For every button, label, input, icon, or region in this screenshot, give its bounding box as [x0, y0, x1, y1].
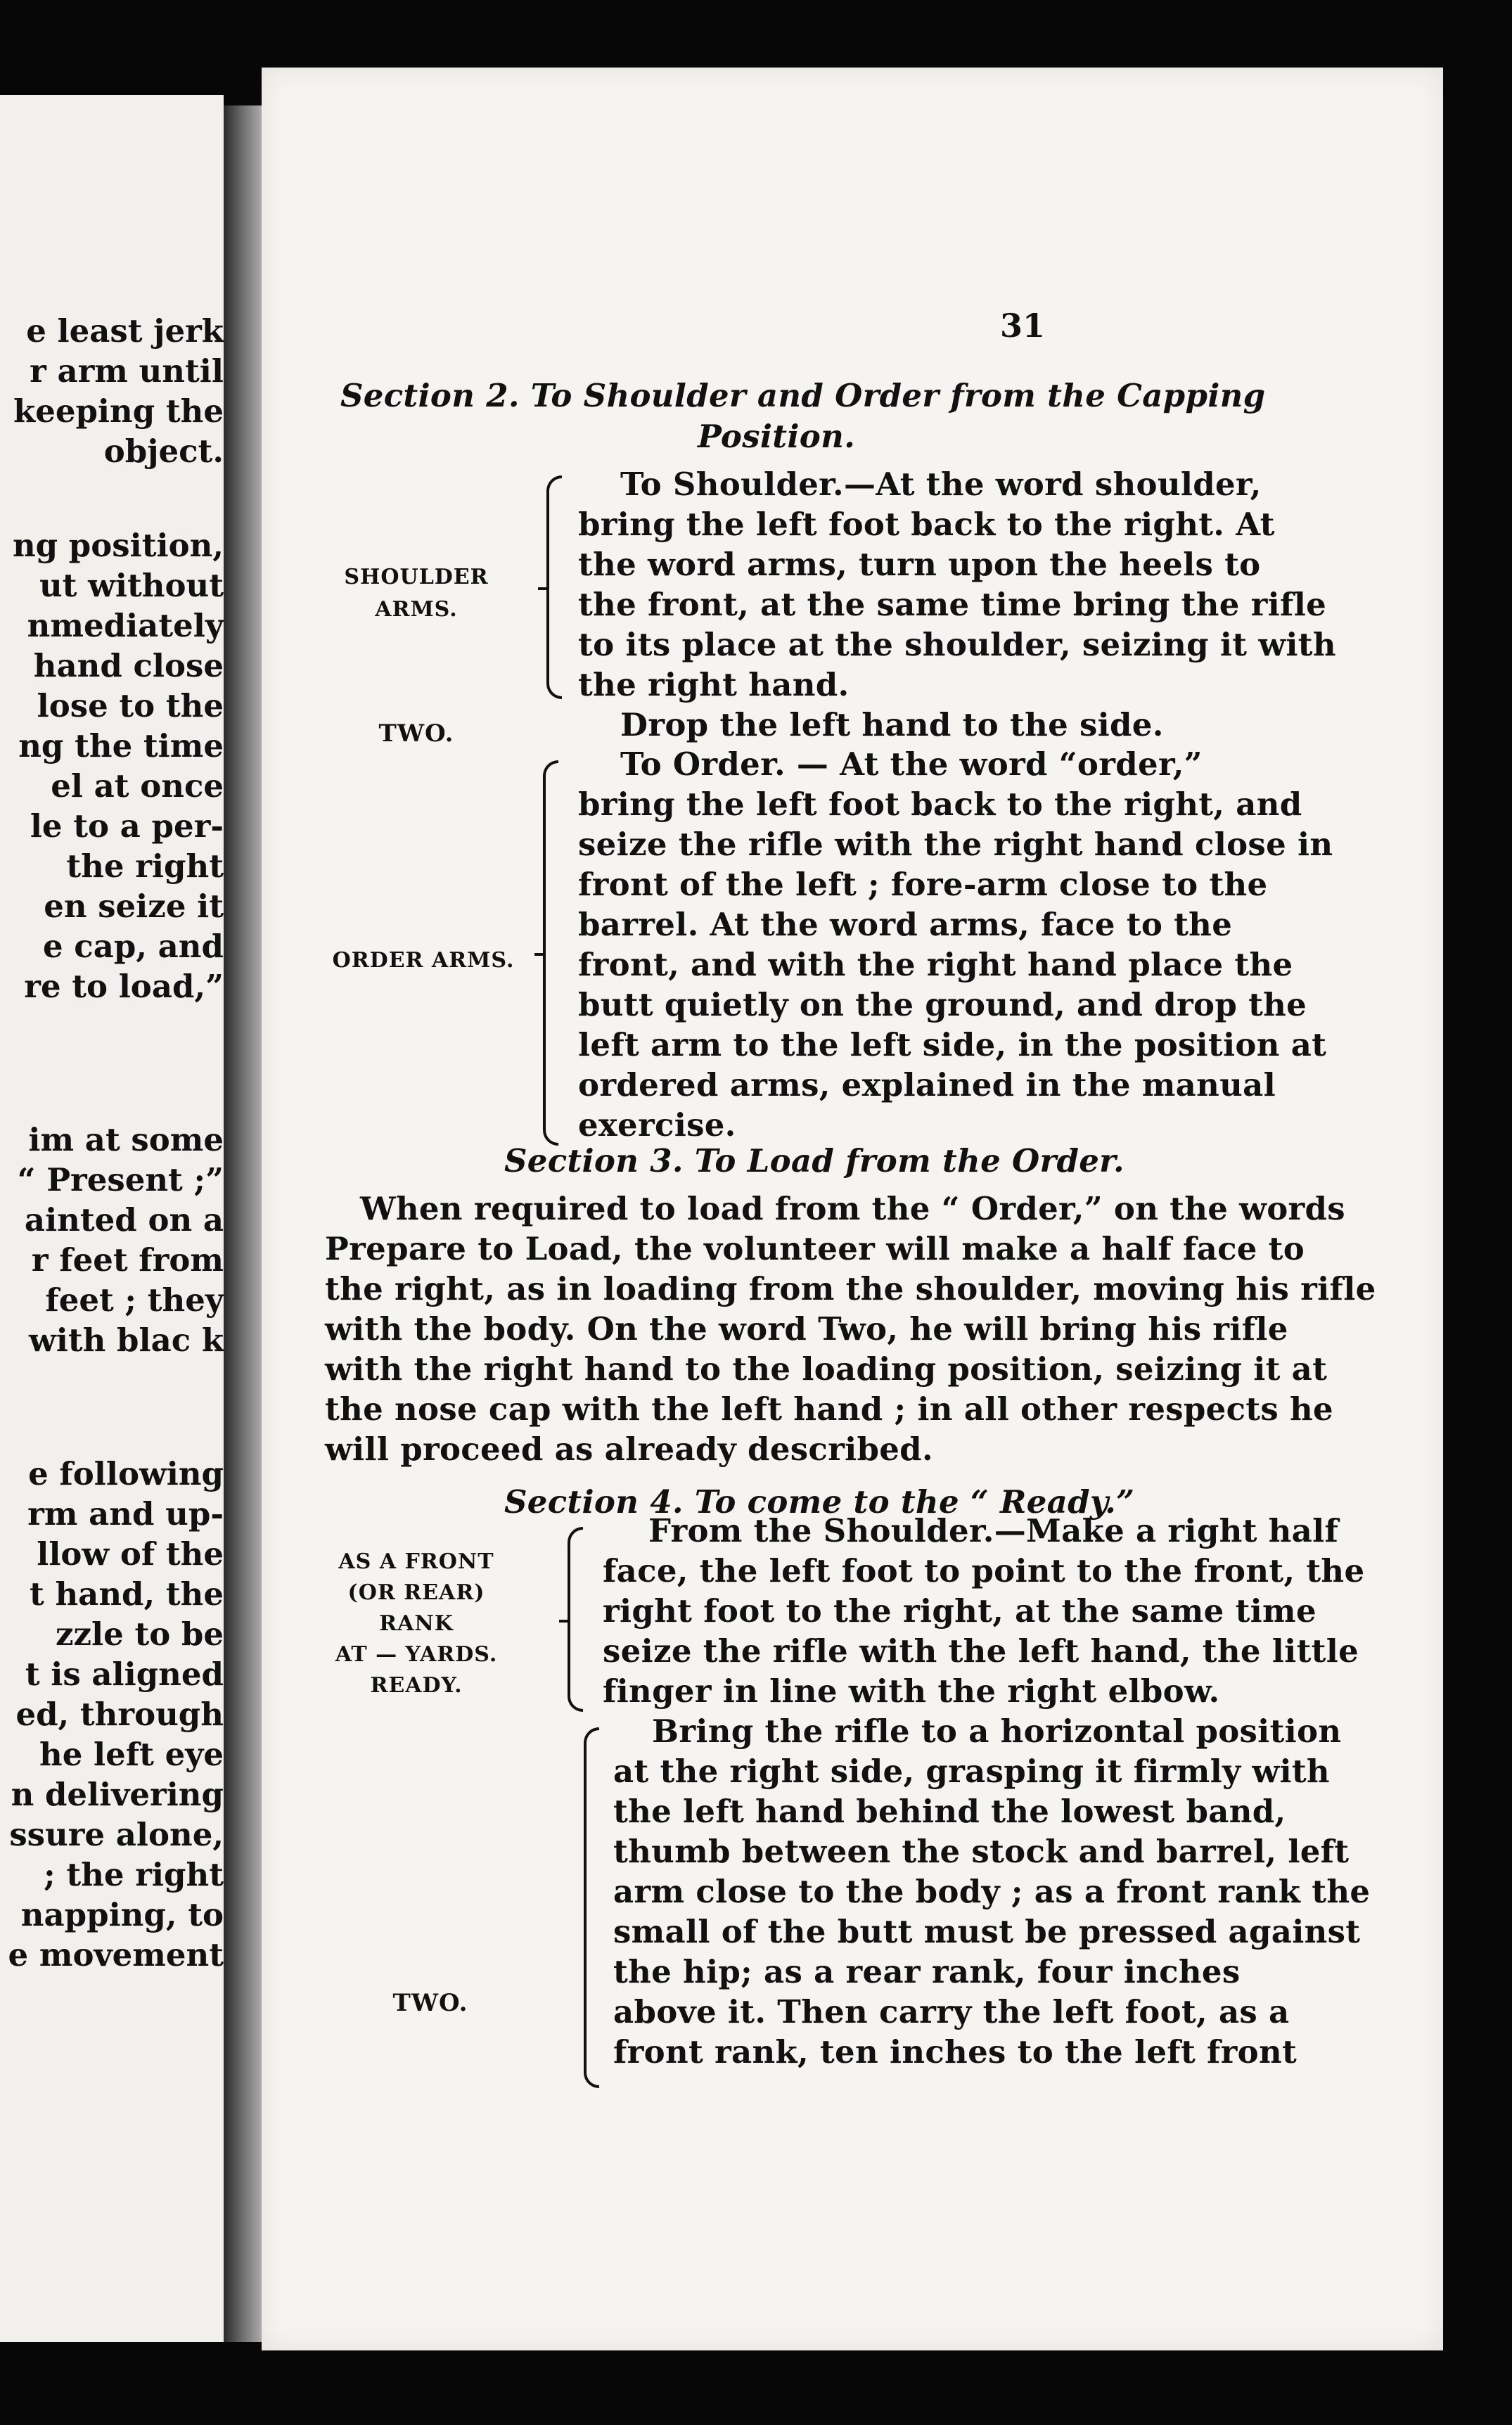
right-page: [262, 68, 1443, 2350]
body-line: bring the left foot back to the right, and: [578, 786, 1302, 823]
left-page-line: n delivering: [11, 1776, 224, 1813]
left-page-line: e least jerk: [26, 312, 224, 350]
left-page-line: napping, to: [20, 1896, 224, 1933]
body-line: seize the rifle with the right hand close in: [578, 826, 1333, 863]
margin-command: RANK: [379, 1611, 454, 1636]
left-page-line: llow of the: [37, 1535, 224, 1573]
body-line: the hip; as a rear rank, four inches: [613, 1953, 1241, 1990]
margin-command: TWO.: [378, 719, 454, 748]
section-heading: Section 3. To Load from the Order.: [504, 1142, 1125, 1179]
body-line: front of the left ; fore-arm close to the: [578, 866, 1268, 903]
body-line: to its place at the shoulder, seizing it with: [578, 626, 1336, 663]
body-line: When required to load from the “ Order,” on the words: [360, 1190, 1345, 1227]
body-line: Drop the left hand to the side.: [620, 706, 1164, 743]
body-line: bring the left foot back to the right. At: [578, 506, 1275, 543]
left-page-line: im at some: [28, 1121, 224, 1158]
body-line: Prepare to Load, the volunteer will make a half face to: [325, 1230, 1305, 1267]
body-line: right foot to the right, at the same time: [603, 1592, 1316, 1630]
left-page-line: “ Present ;”: [17, 1161, 224, 1198]
left-page-line: ainted on a: [24, 1201, 224, 1239]
left-page-line: ut without: [39, 567, 224, 604]
margin-command: (OR REAR): [347, 1580, 485, 1605]
left-page-line: e cap, and: [43, 928, 224, 965]
left-page-line: ed, through: [15, 1696, 224, 1733]
left-page-line: with blac k: [29, 1322, 224, 1359]
body-line: To Shoulder.—At the word shoulder,: [620, 466, 1262, 503]
body-line: ordered arms, explained in the manual: [578, 1066, 1276, 1103]
left-page-line: object.: [103, 433, 224, 470]
body-line: finger in line with the right elbow.: [603, 1672, 1220, 1710]
margin-command: READY.: [370, 1673, 463, 1698]
left-page-line: the right: [66, 847, 224, 885]
body-line: front, and with the right hand place the: [578, 946, 1293, 983]
left-page-line: t hand, the: [30, 1575, 224, 1613]
section-heading: Section 2. To Shoulder and Order from the Capping: [340, 377, 1266, 414]
left-page-line: e following: [28, 1455, 224, 1492]
page-number: 31: [999, 307, 1045, 345]
left-page-line: rm and up-: [27, 1495, 224, 1533]
brace: [568, 1527, 583, 1712]
section-heading: Section 4. To come to the “ Ready.”: [504, 1483, 1135, 1521]
body-line: From the Shoulder.—Make a right half: [648, 1512, 1339, 1549]
body-line: barrel. At the word arms, face to the: [578, 906, 1233, 943]
left-page-line: hand close: [33, 647, 224, 684]
body-line: left arm to the left side, in the position at: [578, 1026, 1327, 1063]
body-line: exercise.: [578, 1106, 736, 1144]
body-line: the right, as in loading from the shoulder, moving his rifle: [325, 1270, 1376, 1307]
margin-command: SHOULDER: [344, 565, 489, 589]
left-page-line: lose to the: [37, 687, 224, 724]
left-page-line: ssure alone,: [9, 1816, 224, 1853]
body-line: front rank, ten inches to the left front: [613, 2033, 1298, 2071]
body-line: the front, at the same time bring the rifle: [578, 586, 1327, 623]
body-line: To Order. — At the word “order,”: [620, 746, 1203, 783]
body-line: with the right hand to the loading position, seizing it at: [325, 1350, 1328, 1388]
left-page-line: nmediately: [27, 607, 224, 644]
margin-command: ORDER ARMS.: [332, 948, 515, 973]
body-line: Bring the rifle to a horizontal position: [652, 1713, 1342, 1750]
left-page-line: ; the right: [44, 1856, 224, 1893]
body-line: above it. Then carry the left foot, as a: [613, 1993, 1290, 2030]
body-line: at the right side, grasping it firmly with: [613, 1753, 1330, 1790]
left-page-line: ng the time: [18, 727, 224, 764]
body-line: with the body. On the word Two, he will bring his rifle: [325, 1310, 1288, 1348]
left-page-line: le to a per-: [30, 807, 224, 845]
book-gutter: [224, 105, 266, 2342]
brace: [546, 475, 562, 699]
body-line: arm close to the body ; as a front rank the: [613, 1873, 1371, 1910]
section-heading: Position.: [698, 418, 856, 455]
margin-command: AT — YARDS.: [335, 1642, 498, 1667]
left-page-line: re to load,”: [24, 968, 224, 1005]
margin-command: TWO.: [392, 1989, 468, 2017]
left-page-line: keeping the: [13, 392, 224, 430]
margin-command: ARMS.: [375, 597, 458, 622]
left-facing-page: [0, 95, 224, 2342]
margin-command: AS A FRONT: [338, 1549, 494, 1574]
left-page-line: el at once: [51, 767, 224, 805]
body-line: the nose cap with the left hand ; in all other respects he: [325, 1390, 1333, 1428]
left-page-line: he left eye: [39, 1736, 224, 1773]
left-page-line: e movement: [8, 1936, 224, 1973]
body-line: the left hand behind the lowest band,: [613, 1793, 1286, 1830]
brace: [543, 760, 558, 1146]
body-line: the right hand.: [578, 666, 850, 703]
left-page-line: ng position,: [12, 527, 224, 564]
body-line: will proceed as already described.: [325, 1431, 933, 1468]
left-page-line: en seize it: [44, 888, 224, 925]
left-page-line: zzle to be: [55, 1615, 224, 1653]
body-line: seize the rifle with the left hand, the little: [603, 1632, 1359, 1670]
left-page-line: feet ; they: [45, 1281, 224, 1319]
body-line: the word arms, turn upon the heels to: [578, 546, 1261, 583]
left-page-line: r feet from: [31, 1241, 224, 1279]
left-page-line: r arm until: [30, 352, 224, 390]
brace: [584, 1727, 599, 2088]
body-line: butt quietly on the ground, and drop the: [578, 986, 1307, 1023]
body-line: small of the butt must be pressed against: [613, 1913, 1361, 1950]
body-line: thumb between the stock and barrel, left: [613, 1833, 1350, 1870]
left-page-line: t is aligned: [25, 1656, 224, 1693]
body-line: face, the left foot to point to the front, the: [603, 1552, 1365, 1589]
